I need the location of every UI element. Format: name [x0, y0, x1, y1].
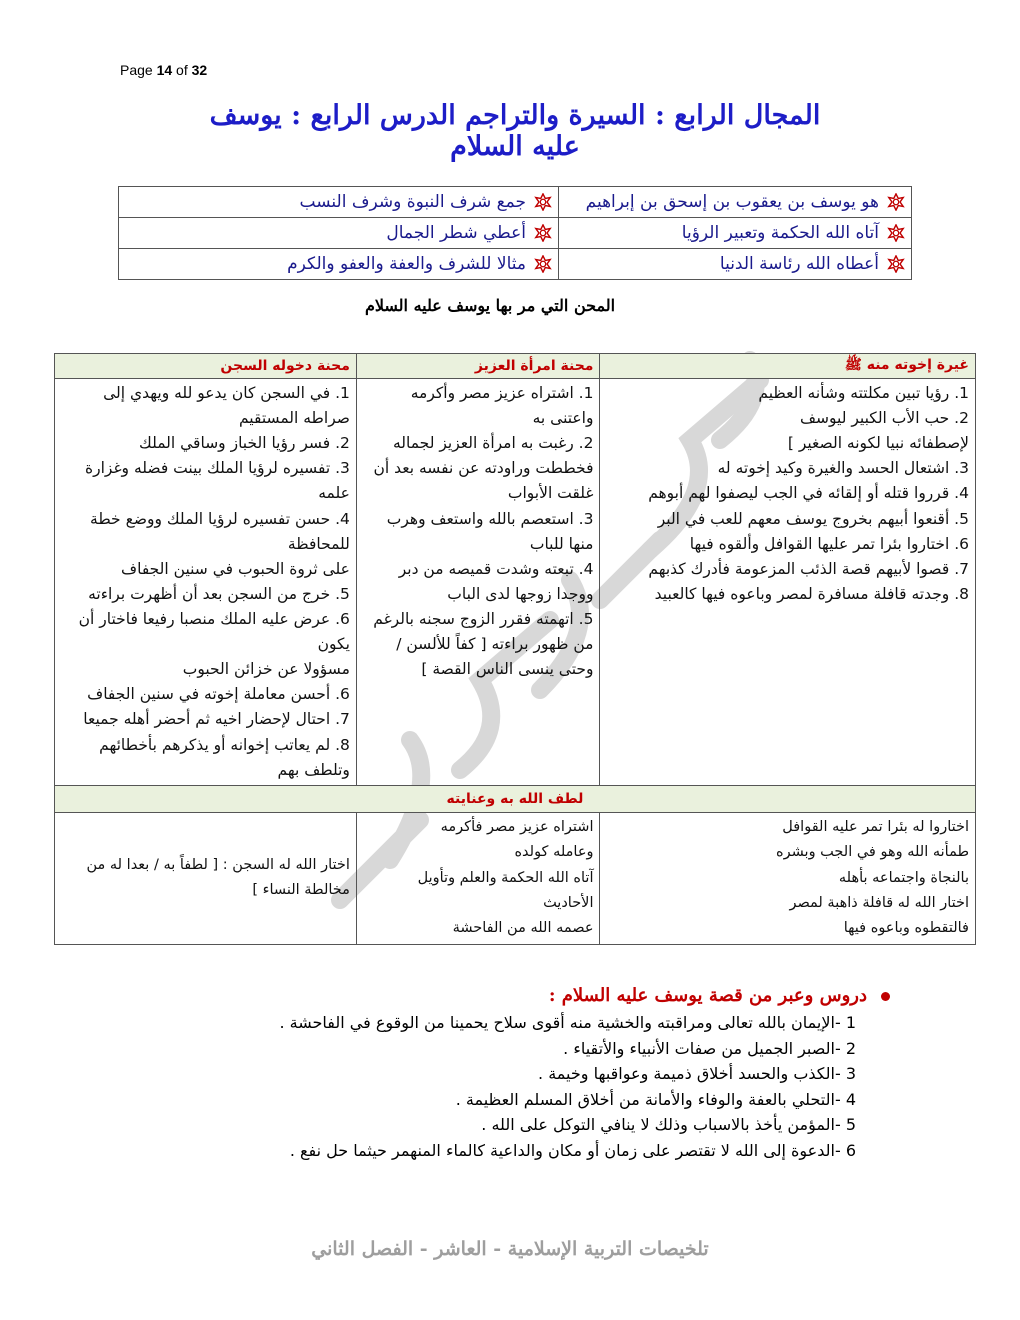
lessons-list — [150, 1010, 890, 1164]
list-item: 7. قصوا لأبيهم قصة الذئب المزعومة فأدرك كذبهم — [648, 559, 969, 578]
grace-cell — [600, 812, 976, 944]
list-item: 3. تفسيره لرؤيا الملك بينت فضله وغزارة علمه — [84, 459, 350, 503]
page-footer: تلخيصات التربية الإسلامية - العاشر - الفصل الثاني — [311, 1238, 709, 1260]
list-item: 6. أحسن معاملة إخوته في سنين الجفاف — [87, 685, 350, 704]
intro-row — [119, 187, 912, 218]
intro-cell: أعطاه الله رئاسة الدنيا — [559, 249, 912, 280]
trials-cell — [55, 379, 357, 786]
list-item: على ثروة الحبوب في سنين الجفاف — [121, 559, 350, 578]
star-icon — [534, 255, 552, 273]
grace-line: اشتراه عزيز مصر فأكرمه — [440, 818, 594, 835]
list-item: 5. خرج من السجن بعد أن أظهرت براءته — [88, 584, 350, 603]
grace-header: لطف الله به وعنايته — [55, 785, 976, 812]
list-item: 2. حب الأب الكبير ليوسف — [800, 409, 969, 428]
list-item: 4. تبعته وشدت قميصه من دبر ووجدا زوجها لدى الباب — [398, 559, 594, 603]
grace-cell — [55, 812, 357, 944]
trials-list — [606, 381, 969, 607]
grace-line: بالنجاة واجتماعه بأهله — [838, 869, 969, 886]
list-item: 4. حسن تفسيره لرؤيا الملك ووضع خطة للمحافظة — [90, 509, 350, 553]
list-item: 1. في السجن كان يدعو لله ويهدي إلى صراطه المستقيم — [103, 384, 350, 428]
bullet-icon — [881, 992, 890, 1001]
grace-header-row — [55, 785, 976, 812]
lessons-section — [150, 985, 890, 1164]
grace-line: عصمه الله من الفاحشة — [452, 920, 594, 937]
list-item: 4. قرروا قتله أو إلقائه في الجب ليصفوا لهم أبوهم — [648, 484, 969, 503]
list-item: 3. استعصم بالله واستعف وهرب منها للباب — [386, 509, 594, 553]
grace-line: آتاه الله الحكمة والعلم وتأويل — [417, 869, 594, 886]
intro-cell: أعطي شطر الجمال — [119, 218, 559, 249]
intro-row — [119, 218, 912, 249]
list-item: لإصطفائه نبيا لكونه الصغير ] — [787, 434, 969, 453]
grace-line: اختار الله له السجن : [ لطفاً به / بعدا له من مخالطة النساء ] — [86, 856, 350, 899]
intro-table — [118, 186, 912, 280]
lesson-item: 5 -المؤمن يأخذ بالاسباب وذلك لا ينافي التوكل على الله . — [481, 1115, 856, 1135]
trials-table — [54, 353, 976, 945]
table-row — [55, 812, 976, 944]
star-icon — [887, 255, 905, 273]
list-item: مسؤولا عن خزائن الحبوب — [182, 660, 350, 679]
table-row — [55, 379, 976, 786]
star-icon — [534, 193, 552, 211]
intro-cell: هو يوسف بن يعقوب بن إسحق بن إبراهيم — [559, 187, 912, 218]
star-icon — [534, 224, 552, 242]
intro-cell: جمع شرف النبوة وشرف النسب — [119, 187, 559, 218]
table-header-row — [55, 354, 976, 379]
list-item: 6. عرض عليه الملك منصبا رفيعا فاختار أن يكون — [78, 609, 350, 654]
list-item: 8. لم يعاتب إخوانه أو يذكرهم بأخطائهم وتلطف بهم — [99, 735, 350, 779]
grace-cell — [356, 812, 600, 944]
list-item: 7. احتال لإحضار اخيه ثم أحضر أهله جميعا — [83, 710, 350, 729]
column-header: غيرة إخوته منه ﷺ — [600, 354, 976, 379]
lesson-item: 3 -الكذب والحسد أخلاق ذميمة وعواقبها وخيمة . — [538, 1064, 856, 1084]
grace-line: وعامله كولده — [514, 844, 594, 861]
lesson-item: 2 -الصبر الجميل من صفات الأنبياء والأتقياء . — [563, 1038, 856, 1058]
trials-list — [61, 381, 350, 783]
list-item: 5. أقنعوا أبيهم بخروج يوسف معهم للعب في البر — [657, 509, 969, 528]
grace-line: فالتقطوه وباعوه فيها — [843, 920, 969, 937]
list-item: 1. رؤيا تبين مكلتته وشأنه العظيم — [758, 384, 969, 402]
column-header: محنة امرأة العزيز — [356, 354, 600, 379]
star-icon — [887, 224, 905, 242]
list-item: 6. اختاروا بئرا تمر عليها القوافل وألقوه فيها — [689, 534, 969, 553]
list-item: 3. اشتعال الحسد والغيرة وكيد إخوته له — [717, 459, 969, 478]
intro-row — [119, 249, 912, 280]
lesson-item: 4 -التحلي بالعفة والوفاء والأمانة من أخلاق المسلم العظيمة . — [455, 1089, 856, 1109]
section-subtitle: المحن التي مر بها يوسف عليه السلام — [364, 296, 616, 315]
list-item: 2. فسر رؤيا الخباز وساقي الملك — [139, 434, 350, 453]
column-header: محنة دخوله السجن — [55, 354, 357, 379]
intro-cell: مثالا للشرف والعفة والعفو والكرم — [119, 249, 559, 280]
grace-line: اختار الله له قافلة ذاهبة لمصر — [789, 894, 969, 911]
grace-line: طمأنه الله وهو في الجب وبشره — [776, 844, 969, 861]
star-icon — [887, 193, 905, 211]
list-item: 2. رغبت به امرأة العزيز لجماله فخططت وراودته عن نفسه بعد أن غلقت الأبواب — [373, 434, 594, 503]
grace-line: اختاروا له بئرا تمر عليه القوافل — [782, 818, 969, 835]
lesson-item: 6 -الدعوة إلى الله لا تقتصر على زمان أو مكان والداعية كالماء المنهمر حيثما حل نفع . — [289, 1140, 856, 1160]
list-item: 1. اشتراه عزيز مصر وأكرمه واعتنى به — [410, 384, 594, 428]
list-item: 8. وجدته قافلة مسافرة لمصر وباعوه فيها كالعبيد — [654, 584, 969, 603]
page-number: Page 14 of 32 — [120, 62, 208, 78]
lessons-title: دروس وعبر من قصة يوسف عليه السلام : — [150, 985, 890, 1006]
trials-list — [363, 381, 594, 682]
trials-cell — [600, 379, 976, 786]
page-title: المجال الرابع : السيرة والتراجم الدرس الرابع : يوسف عليه السلام — [209, 100, 821, 162]
grace-line: الأحاديث — [543, 894, 594, 911]
intro-cell: آتاه الله الحكمة وتعبير الرؤيا — [559, 218, 912, 249]
list-item: 5. اتهمته فقرر الزوج سجنه بالرغم من ظهور براءته [ كفاً للألسن / وحتى ينسى الناس القصة ] — [373, 609, 594, 679]
lesson-item: 1 -الإيمان بالله تعالى ومراقبته والخشية منه أقوى سلاح يحمينا من الوقوع في الفاحشة . — [279, 1013, 856, 1032]
trials-cell — [356, 379, 600, 786]
